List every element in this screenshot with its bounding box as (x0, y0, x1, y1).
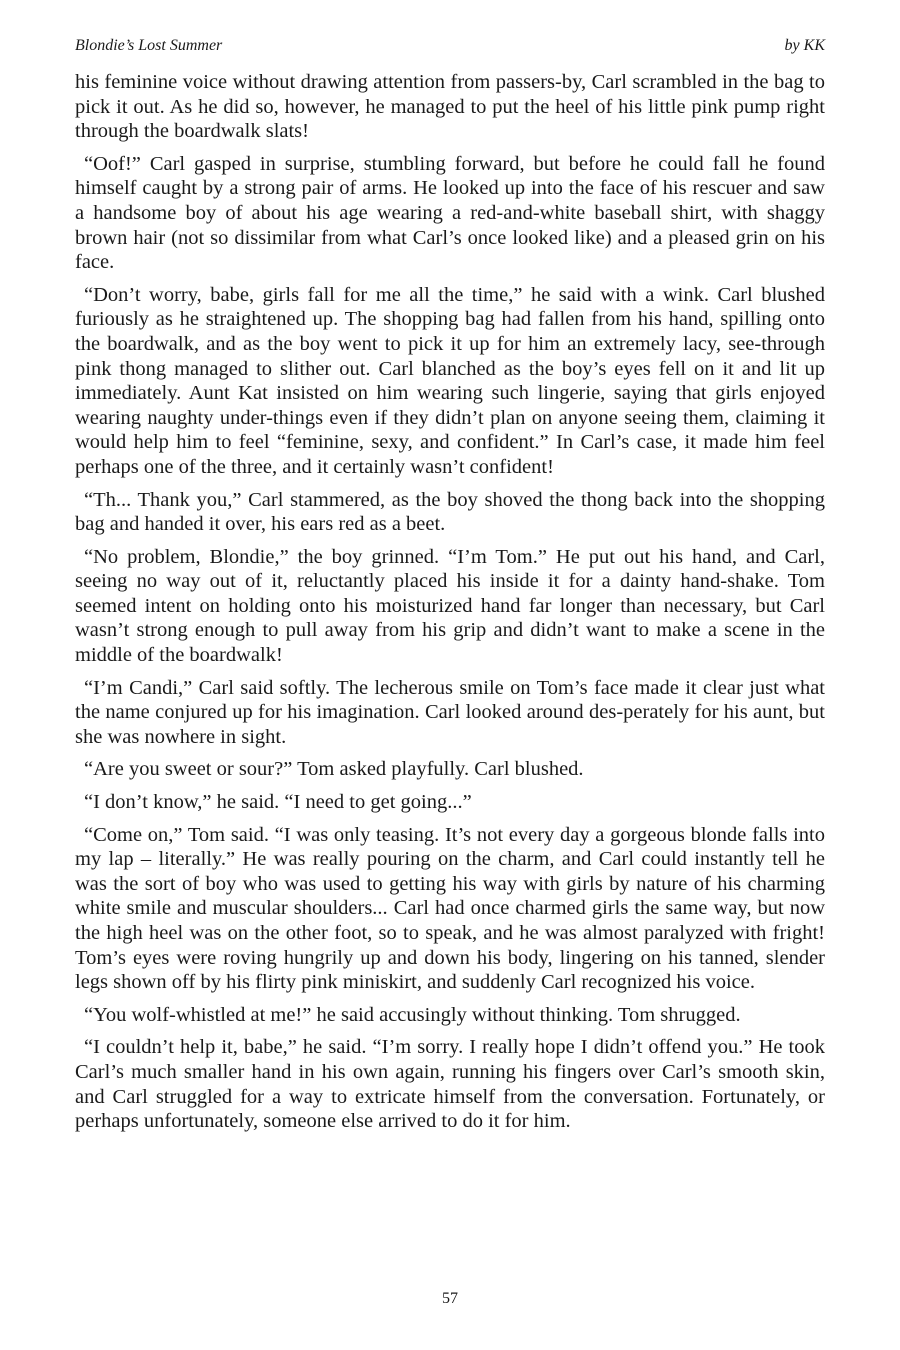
page-number: 57 (442, 1290, 458, 1307)
running-header (75, 36, 825, 58)
paragraph: “You wolf-whistled at me!” he said accusingly without thinking. Tom shrugged. (84, 1003, 741, 1026)
paragraph: “Don’t worry, babe, girls fall for me all the time,” he said with a wink. Carl blushed furiously as he straightened up. The shopping bag had fallen from his hand, spilling onto the boardwalk, and as the boy went to pick it up for him an extremely lacy, see-through pink thong managed to slither out. Carl blanched as the boy’s eyes fell on it and lit up immediately. Aunt Kat insisted on him wearing such lingerie, saying that girls enjoyed wearing naughty under-things even if they didn’t plan on anyone seeing them, claiming it would help him to feel “feminine, sexy, and confident.” In Carl’s case, it made him feel perhaps one of the three, and it certainly wasn’t confident! (75, 283, 825, 478)
author-credit: by KK (784, 37, 825, 54)
paragraph: “Th... Thank you,” Carl stammered, as the boy shoved the thong back into the shopping bag and handed it over, his ears red as a beet. (75, 488, 825, 536)
body-text (75, 70, 825, 1134)
paragraph: “I’m Candi,” Carl said softly. The lecherous smile on Tom’s face made it clear just what the name conjured up for his imagination. Carl looked around des-perately for his aunt, but she was nowhere in sight. (75, 676, 825, 748)
paragraph: his feminine voice without drawing attention from passers-by, Carl scrambled in the bag to pick it out. As he did so, however, he managed to put the heel of his little pink pump right through the boardwalk slats! (75, 71, 825, 143)
paragraph: “I couldn’t help it, babe,” he said. “I’m sorry. I really hope I didn’t offend you.” He took Carl’s much smaller hand in his own again, running his fingers over Carl’s smooth skin, and Carl struggled for a way to extricate himself from the conversation. Fortunately, or perhaps unfortunately, someone else arrived to do it for him. (75, 1036, 825, 1133)
book-title: Blondie’s Lost Summer (75, 37, 223, 54)
paragraph: “Come on,” Tom said. “I was only teasing. It’s not every day a gorgeous blonde falls into my lap – literally.” He was really pouring on the charm, and Carl could instantly tell he was the sort of boy who was used to getting his way with girls by nature of his charming white smile and muscular shoulders... Carl had once charmed girls the same way, but now the high heel was on the other foot, so to speak, and he was almost paralyzed with fright! Tom’s eyes were roving hungrily up and down his body, lingering on his tanned, slender legs shown off by his flirty pink miniskirt, and suddenly Carl recognized his voice. (75, 823, 825, 994)
paragraph: “No problem, Blondie,” the boy grinned. “I’m Tom.” He put out his hand, and Carl, seeing no way out of it, reluctantly placed his inside it for a dainty hand-shake. Tom seemed intent on holding onto his moisturized hand far longer than necessary, but Carl wasn’t strong enough to pull away from his grip and didn’t want to make a scene in the middle of the boardwalk! (75, 545, 825, 667)
paragraph: “Are you sweet or sour?” Tom asked playfully. Carl blushed. (84, 758, 584, 781)
paragraph: “I don’t know,” he said. “I need to get going...” (84, 791, 472, 814)
book-page (75, 36, 825, 1336)
paragraph: “Oof!” Carl gasped in surprise, stumbling forward, but before he could fall he found himself caught by a strong pair of arms. He looked up into the face of his rescuer and saw a handsome boy of about his age wearing a red-and-white baseball shirt, with shaggy brown hair (not so dissimilar from what Carl’s once looked like) and a pleased grin on his face. (75, 152, 825, 274)
